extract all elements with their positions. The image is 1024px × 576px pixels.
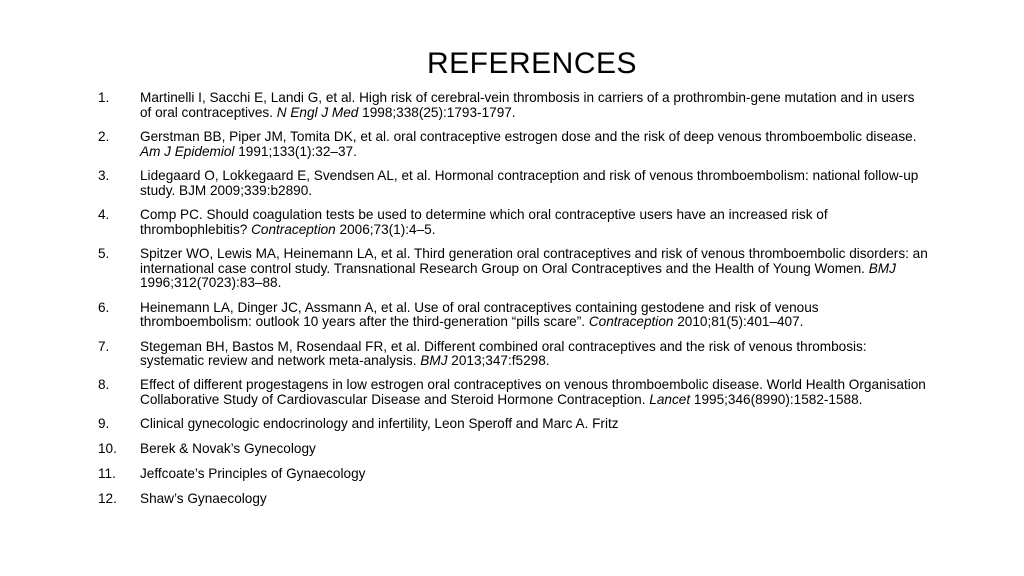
reference-journal: Am J Epidemiol bbox=[140, 143, 235, 159]
reference-segment: Effect of different progestagens in low estrogen oral contraceptives on venous thromboembolic disease. World Health Organisation Collaborative Study of Cardiovascular Disease and Steroid Hormone Contraception. bbox=[140, 377, 926, 408]
reference-text bbox=[140, 301, 928, 330]
reference-number: 5. bbox=[98, 245, 110, 261]
reference-segment: Comp PC. Should coagulation tests be used to determine which oral contraceptive users have an increased risk of thrombophlebitis? bbox=[140, 206, 828, 237]
reference-journal: Contraception bbox=[251, 221, 336, 237]
reference-segment: 2010;81(5):401–407. bbox=[673, 314, 804, 330]
reference-segment: Heinemann LA, Dinger JC, Assmann A, et al. Use of oral contraceptives containing gestodene and risk of venous thromboembolism: outlook 10 years after the third-generation “pills scare”. bbox=[140, 299, 819, 330]
reference-text bbox=[140, 442, 928, 457]
reference-item bbox=[98, 91, 928, 120]
reference-segment: Berek & Novak’s Gynecology bbox=[140, 441, 316, 457]
reference-journal: Lancet bbox=[649, 392, 691, 408]
reference-number: 10. bbox=[98, 441, 117, 457]
reference-journal: BMJ bbox=[868, 260, 896, 276]
reference-number: 9. bbox=[98, 416, 110, 432]
reference-number: 12. bbox=[98, 491, 117, 507]
reference-text bbox=[140, 492, 928, 507]
reference-item bbox=[98, 467, 928, 482]
reference-journal: BMJ bbox=[420, 353, 448, 369]
reference-item bbox=[98, 417, 928, 432]
reference-text bbox=[140, 417, 928, 432]
reference-item bbox=[98, 169, 928, 198]
reference-segment: Clinical gynecologic endocrinology and infertility, Leon Speroff and Marc A. Fritz bbox=[140, 416, 619, 432]
reference-number: 1. bbox=[98, 90, 110, 105]
reference-segment: 1998;338(25):1793-1797. bbox=[358, 104, 516, 120]
reference-number: 7. bbox=[98, 338, 110, 354]
reference-item bbox=[98, 247, 928, 291]
reference-journal: Contraception bbox=[588, 314, 674, 330]
reference-number: 6. bbox=[98, 299, 110, 315]
reference-item bbox=[98, 378, 928, 407]
reference-journal: N Engl J Med bbox=[276, 104, 359, 120]
reference-segment: 2013;347:f5298. bbox=[447, 353, 550, 369]
reference-number: 2. bbox=[98, 128, 110, 144]
reference-item bbox=[98, 442, 928, 457]
reference-text bbox=[140, 340, 928, 369]
reference-number: 8. bbox=[98, 377, 110, 393]
reference-segment: 2006;73(1):4–5. bbox=[335, 221, 436, 237]
reference-text bbox=[140, 130, 928, 159]
reference-item bbox=[98, 130, 928, 159]
reference-item bbox=[98, 492, 928, 507]
reference-text bbox=[140, 169, 928, 198]
reference-segment: Spitzer WO, Lewis MA, Heinemann LA, et al. Third generation oral contraceptives and risk of venous thromboembolic disorders: an international case control study. Transnational Research Group on Oral Contraceptives and the Health of Young Women. bbox=[140, 245, 928, 276]
reference-segment: 1991;133(1):32–37. bbox=[234, 143, 357, 159]
reference-number: 3. bbox=[98, 167, 110, 183]
reference-segment: 1996;312(7023):83–88. bbox=[140, 275, 282, 291]
reference-segment: Gerstman BB, Piper JM, Tomita DK, et al. oral contraceptive estrogen dose and the risk of deep venous thromboembolic disease. bbox=[140, 128, 917, 144]
reference-item bbox=[98, 340, 928, 369]
references-list bbox=[98, 91, 928, 517]
slide-title: REFERENCES bbox=[426, 47, 638, 80]
reference-segment: 1995;346(8990):1582-1588. bbox=[690, 392, 863, 408]
reference-item bbox=[98, 301, 928, 330]
reference-segment: Martinelli I, Sacchi E, Landi G, et al. High risk of cerebral-vein thrombosis in carriers of a prothrombin-gene mutation and in users of oral contraceptives. bbox=[140, 90, 915, 120]
reference-text bbox=[140, 378, 928, 407]
reference-number: 11. bbox=[98, 466, 116, 482]
reference-segment: Lidegaard O, Lokkegaard E, Svendsen AL, et al. Hormonal contraception and risk of venous thromboembolism: national follow-up study. BJM 2009;339:b2890. bbox=[140, 167, 919, 198]
reference-number: 4. bbox=[98, 206, 110, 222]
reference-segment: Shaw’s Gynaecology bbox=[140, 491, 267, 507]
reference-text bbox=[140, 467, 928, 482]
reference-segment: Stegeman BH, Bastos M, Rosendaal FR, et al. Different combined oral contraceptives and the risk of venous thrombosis: systematic review and network meta-analysis. bbox=[140, 338, 867, 369]
reference-item bbox=[98, 208, 928, 237]
reference-text bbox=[140, 91, 928, 120]
reference-text bbox=[140, 208, 928, 237]
reference-segment: Jeffcoate’s Principles of Gynaecology bbox=[140, 466, 366, 482]
reference-text bbox=[140, 247, 928, 291]
